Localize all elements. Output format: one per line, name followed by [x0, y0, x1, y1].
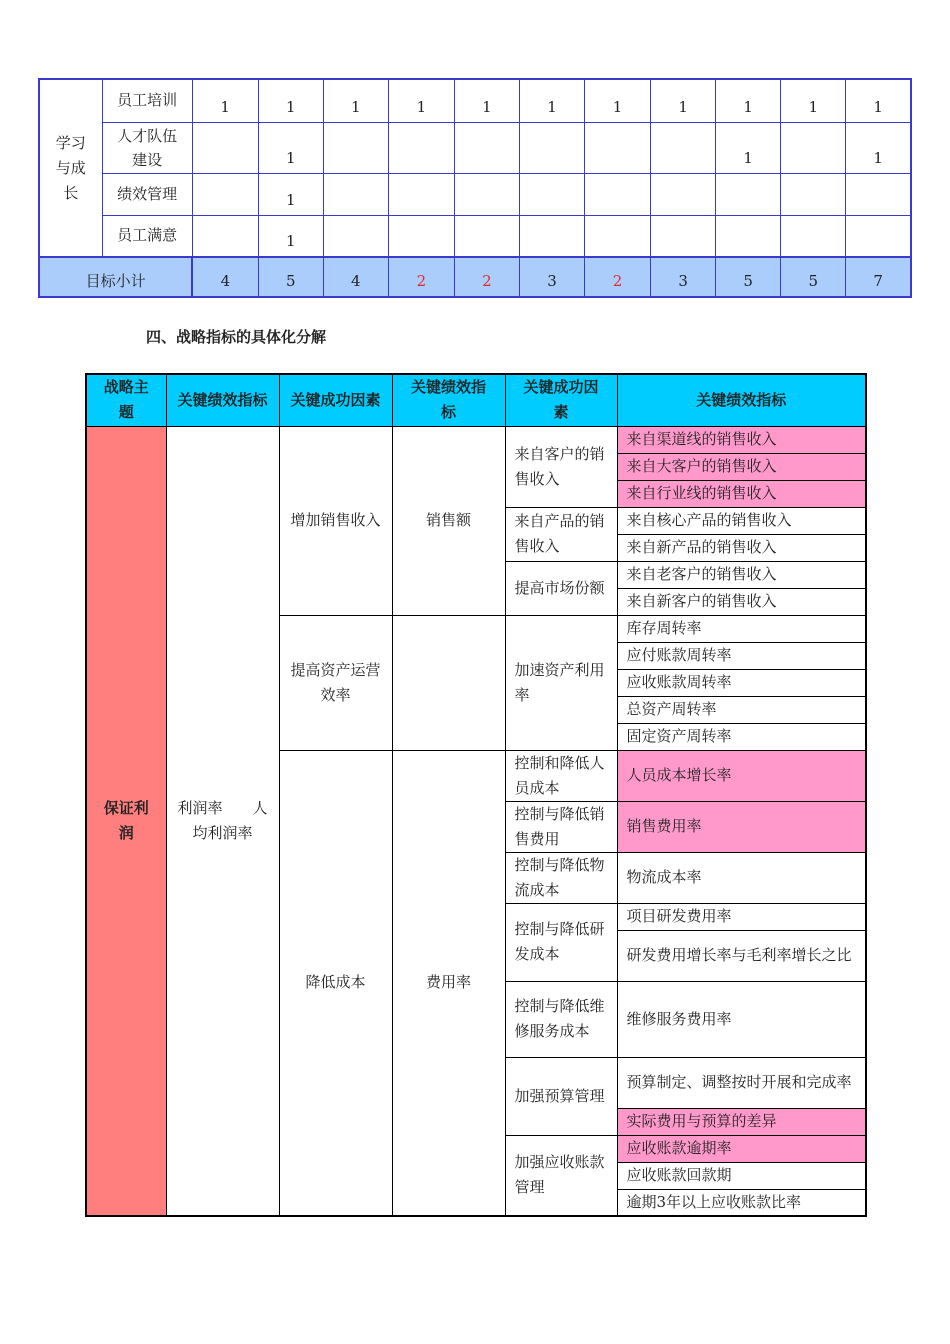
row-label: 员工满意 [102, 215, 192, 257]
kpi-level3: 总资产周转率 [617, 696, 866, 723]
csf-level1: 降低成本 [279, 750, 392, 1216]
header-cell: 关键绩效指标 [166, 374, 279, 426]
subtotal-cell: 7 [846, 257, 911, 297]
row-label: 人才队伍建设 [102, 122, 192, 173]
header-cell: 战略主题 [86, 374, 166, 426]
kpi-level3: 研发费用增长率与毛利率增长之比 [617, 930, 866, 981]
kpi-level2: 费用率 [392, 750, 505, 1216]
cell [781, 173, 846, 215]
header-cell: 关键成功因素 [505, 374, 617, 426]
csf-level2: 加强预算管理 [505, 1057, 617, 1135]
subtotal-cell: 4 [192, 257, 258, 297]
kpi-level3: 库存周转率 [617, 615, 866, 642]
cell [716, 215, 781, 257]
section-heading: 四、战略指标的具体化分解 [146, 328, 327, 346]
header-cell: 关键绩效指标 [617, 374, 866, 426]
cell [388, 215, 454, 257]
csf-level2: 控制和降低人员成本 [505, 750, 617, 801]
table-row [39, 79, 911, 122]
table-row [86, 426, 866, 453]
kpi-level2 [392, 615, 505, 750]
cell: 1 [519, 79, 584, 122]
cell [716, 173, 781, 215]
kpi-level3: 销售费用率 [617, 801, 866, 852]
csf-level1: 增加销售收入 [279, 426, 392, 615]
cell [388, 122, 454, 173]
cell [585, 173, 651, 215]
table-row [39, 215, 911, 257]
cell [519, 122, 584, 173]
cell [781, 215, 846, 257]
cell [651, 122, 716, 173]
cell [192, 215, 258, 257]
kpi-level3: 逾期3年以上应收账款比率 [617, 1189, 866, 1216]
header-cell: 关键成功因素 [279, 374, 392, 426]
subtotal-cell: 3 [519, 257, 584, 297]
cell [585, 122, 651, 173]
cell: 1 [388, 79, 454, 122]
kpi-level3: 实际费用与预算的差异 [617, 1108, 866, 1135]
subtotal-cell: 2 [585, 257, 651, 297]
cell: 1 [716, 122, 781, 173]
cell [781, 122, 846, 173]
cell: 1 [585, 79, 651, 122]
kpi-level3: 应付账款周转率 [617, 642, 866, 669]
csf-level2: 来自产品的销售收入 [505, 507, 617, 561]
subtotal-cell: 4 [323, 257, 388, 297]
cell [192, 173, 258, 215]
subtotal-cell: 3 [651, 257, 716, 297]
cell: 1 [454, 79, 519, 122]
csf-level2: 加强应收账款管理 [505, 1135, 617, 1216]
cell: 1 [258, 215, 323, 257]
kpi-count-table [38, 78, 912, 298]
cell: 1 [258, 173, 323, 215]
kpi-level3: 来自核心产品的销售收入 [617, 507, 866, 534]
csf-level2: 提高市场份额 [505, 561, 617, 615]
header-cell: 关键绩效指标 [392, 374, 505, 426]
cell [585, 215, 651, 257]
table-header-row [86, 374, 866, 426]
row-label: 员工培训 [102, 79, 192, 122]
cell: 1 [258, 122, 323, 173]
csf-level2: 加速资产利用率 [505, 615, 617, 750]
cell [651, 215, 716, 257]
cell: 1 [846, 79, 911, 122]
kpi-level3: 来自新客户的销售收入 [617, 588, 866, 615]
subtotal-row [39, 257, 911, 297]
cell [323, 215, 388, 257]
csf-level2: 控制与降低销售费用 [505, 801, 617, 852]
kpi-level3: 维修服务费用率 [617, 981, 866, 1057]
cell: 1 [651, 79, 716, 122]
subtotal-cell: 2 [454, 257, 519, 297]
kpi-level3: 来自新产品的销售收入 [617, 534, 866, 561]
table-row [39, 173, 911, 215]
cell [454, 173, 519, 215]
cell: 1 [258, 79, 323, 122]
csf-level2: 来自客户的销售收入 [505, 426, 617, 507]
kpi-level3: 项目研发费用率 [617, 903, 866, 930]
cell: 1 [846, 122, 911, 173]
cell: 1 [716, 79, 781, 122]
cell [388, 173, 454, 215]
csf-level2: 控制与降低物流成本 [505, 852, 617, 903]
group-label: 学习与成长 [39, 79, 102, 257]
kpi-level3: 来自行业线的销售收入 [617, 480, 866, 507]
kpi-level3: 来自老客户的销售收入 [617, 561, 866, 588]
cell: 1 [192, 79, 258, 122]
cell [454, 215, 519, 257]
cell [323, 173, 388, 215]
cell [846, 215, 911, 257]
cell [454, 122, 519, 173]
cell [651, 173, 716, 215]
row-label: 绩效管理 [102, 173, 192, 215]
cell [519, 215, 584, 257]
csf-level2: 控制与降低研发成本 [505, 903, 617, 981]
cell [192, 122, 258, 173]
subtotal-label: 目标小计 [39, 257, 192, 297]
kpi-level3: 应收账款周转率 [617, 669, 866, 696]
subtotal-cell: 5 [781, 257, 846, 297]
cell [519, 173, 584, 215]
kpi-level3: 固定资产周转率 [617, 723, 866, 750]
kpi-level1: 利润率 人均利润率 [166, 426, 279, 1216]
csf-level2: 控制与降低维修服务成本 [505, 981, 617, 1057]
kpi-level3: 来自大客户的销售收入 [617, 453, 866, 480]
kpi-level3: 人员成本增长率 [617, 750, 866, 801]
kpi-level3: 预算制定、调整按时开展和完成率 [617, 1057, 866, 1108]
kpi-level3: 来自渠道线的销售收入 [617, 426, 866, 453]
cell [846, 173, 911, 215]
subtotal-cell: 5 [258, 257, 323, 297]
kpi-level3: 物流成本率 [617, 852, 866, 903]
cell [323, 122, 388, 173]
strategy-theme: 保证利润 [86, 426, 166, 1216]
subtotal-cell: 5 [716, 257, 781, 297]
kpi-level2: 销售额 [392, 426, 505, 615]
strategy-kpi-table [85, 373, 867, 1217]
csf-level1: 提高资产运营效率 [279, 615, 392, 750]
cell: 1 [781, 79, 846, 122]
table-row [39, 122, 911, 173]
cell: 1 [323, 79, 388, 122]
kpi-level3: 应收账款回款期 [617, 1162, 866, 1189]
subtotal-cell: 2 [388, 257, 454, 297]
kpi-level3: 应收账款逾期率 [617, 1135, 866, 1162]
